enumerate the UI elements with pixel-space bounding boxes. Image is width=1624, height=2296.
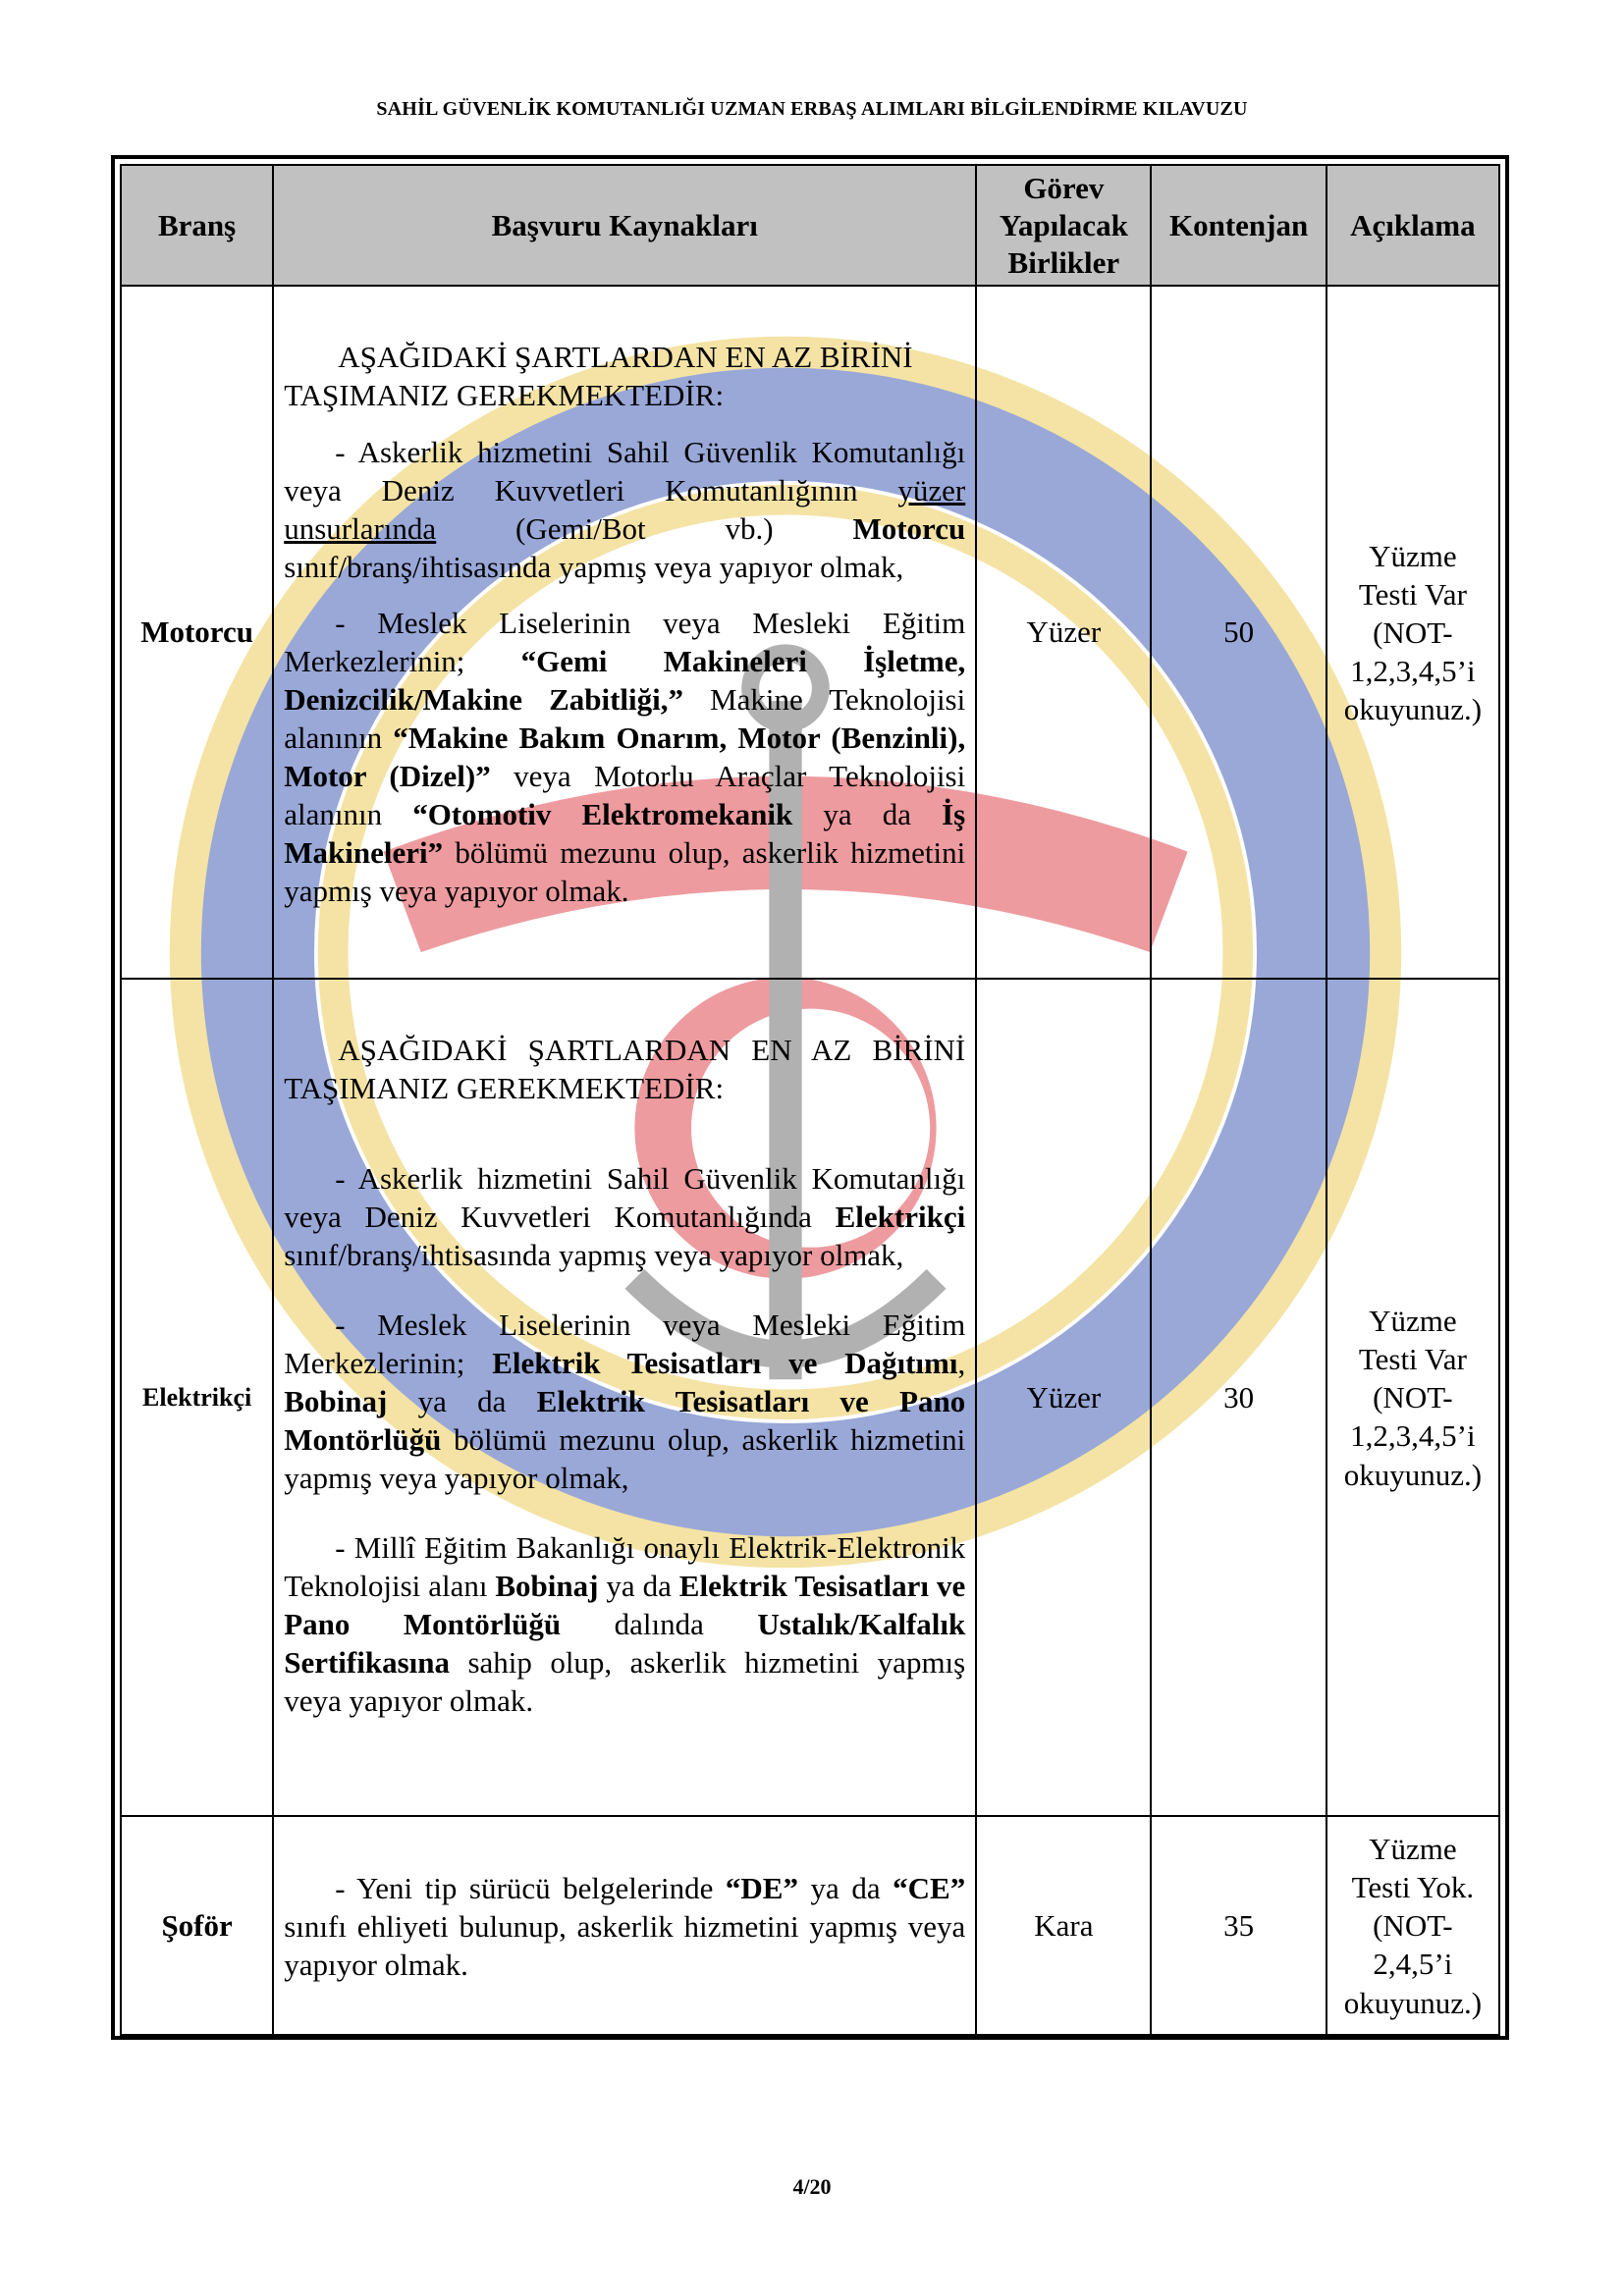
quota-cell: 50 — [1151, 286, 1326, 979]
sources-cell — [273, 979, 976, 1816]
quota-cell: 35 — [1151, 1816, 1326, 2035]
branch-cell: Şoför — [121, 1816, 273, 2035]
sources-cell — [273, 286, 976, 979]
condition-item: - Yeni tip sürücü belgelerinde “DE” ya da “CE” sınıfı ehliyeti bulunup, askerlik hizmetini yapmış veya yapıyor olmak. — [284, 1871, 966, 1983]
table-row-motorcu — [121, 286, 1499, 979]
table-row-elektrikci — [121, 979, 1499, 1816]
note-cell: Yüzme Testi Var (NOT- 1,2,3,4,5’i okuyunuz.) — [1326, 286, 1499, 979]
conditions-intro: AŞAĞIDAKİ ŞARTLARDAN EN AZ BİRİNİ TAŞIMANIZ GEREKMEKTEDİR: — [284, 340, 913, 413]
note-cell: Yüzme Testi Var (NOT- 1,2,3,4,5’i okuyunuz.) — [1326, 979, 1499, 1816]
requirements-table — [120, 164, 1500, 2036]
column-header-sources: Başvuru Kaynakları — [273, 165, 976, 286]
column-header-branch: Branş — [121, 165, 273, 286]
page-number: 4/20 — [792, 2174, 832, 2199]
table-row-sofor — [121, 1816, 1499, 2035]
sources-cell — [273, 1816, 976, 2035]
unit-cell: Yüzer — [976, 979, 1151, 1816]
branch-cell: Elektrikçi — [121, 979, 273, 1816]
condition-item: - Askerlik hizmetini Sahil Güvenlik Komutanlığı veya Deniz Kuvvetleri Komutanlığında Elektrikçi sınıf/branş/ihtisasında yapmış veya yapıyor olmak, — [284, 1160, 966, 1272]
unit-cell: Yüzer — [976, 286, 1151, 979]
column-header-quota: Kontenjan — [1151, 165, 1326, 286]
branch-cell: Motorcu — [121, 286, 273, 979]
condition-item: - Millî Eğitim Bakanlığı onaylı Elektrik-Elektronik Teknolojisi alanı Bobinaj ya da Elektrik Tesisatları ve Pano Montörlüğü dalında Ustalık/Kalfalık Sertifikasına sahip olup, askerlik hizmetini yapmış veya yapıyor olmak. — [284, 1529, 966, 1719]
conditions-intro: AŞAĞIDAKİ ŞARTLARDAN EN AZ BİRİNİ TAŞIMANIZ GEREKMEKTEDİR: — [284, 1033, 966, 1106]
quota-cell: 30 — [1151, 979, 1326, 1816]
requirements-table-frame — [111, 155, 1509, 2040]
unit-cell: Kara — [976, 1816, 1151, 2035]
condition-item: - Meslek Liselerinin veya Mesleki Eğitim Merkezlerinin; “Gemi Makineleri İşletme, Denizcilik/Makine Zabitliği,” Makine Teknolojisi alanının “Makine Bakım Onarım, Motor (Benzinli), Motor (Dizel)” veya Motorlu Araçlar Teknolojisi alanının “Otomotiv Elektromekanik ya da İş Makineleri” bölümü mezunu olup, askerlik hizmetini yapmış veya yapıyor olmak. — [284, 605, 966, 909]
table-header-row — [121, 165, 1499, 286]
column-header-unit: Görev Yapılacak Birlikler — [976, 165, 1151, 286]
column-header-note: Açıklama — [1326, 165, 1499, 286]
document-header: SAHİL GÜVENLİK KOMUTANLIĞI UZMAN ERBAŞ ALIMLARI BİLGİLENDİRME KILAVUZU — [376, 98, 1248, 120]
note-cell: Yüzme Testi Yok. (NOT- 2,4,5’i okuyunuz.) — [1326, 1816, 1499, 2035]
condition-item: - Askerlik hizmetini Sahil Güvenlik Komutanlığı veya Deniz Kuvvetleri Komutanlığının yüzer unsurlarında (Gemi/Bot vb.) Motorcu sınıf/branş/ihtisasında yapmış veya yapıyor olmak, — [284, 434, 966, 584]
condition-item: - Meslek Liselerinin veya Mesleki Eğitim Merkezlerinin; Elektrik Tesisatları ve Dağıtımı, Bobinaj ya da Elektrik Tesisatları ve Pano Montörlüğü bölümü mezunu olup, askerlik hizmetini yapmış veya yapıyor olmak, — [284, 1307, 966, 1495]
